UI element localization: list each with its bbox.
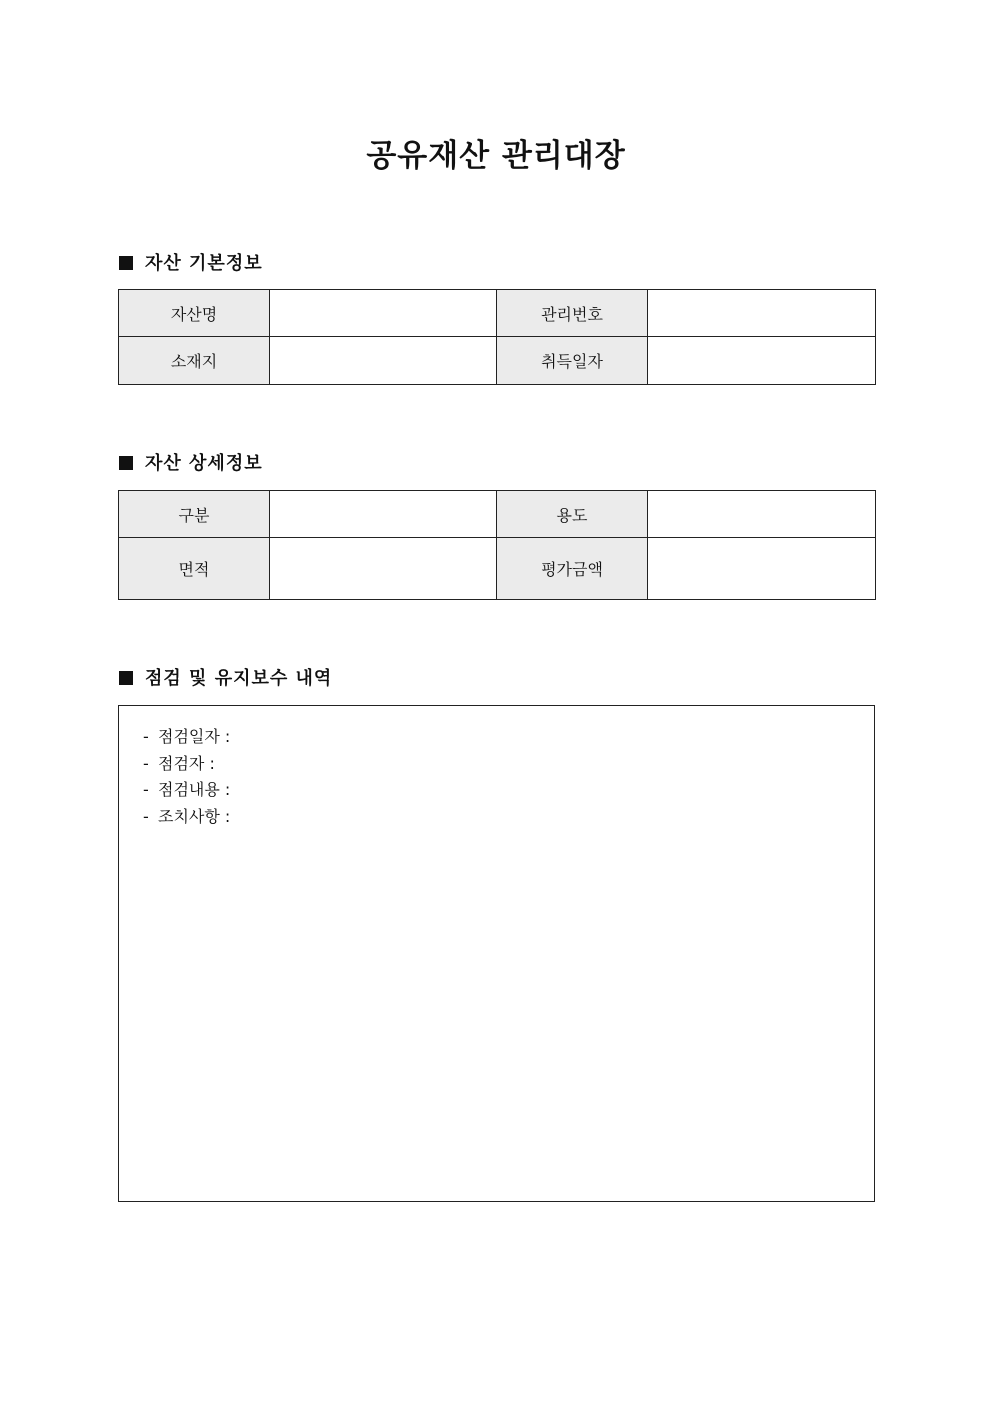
table-row <box>119 538 876 600</box>
section-heading-label: 자산 기본정보 <box>145 253 263 274</box>
management-number-label: 관리번호 <box>497 290 648 337</box>
list-dash: - <box>143 780 149 799</box>
inspection-content-label: 점검내용 : <box>158 780 231 799</box>
area-label: 면적 <box>119 538 270 600</box>
list-item <box>143 751 230 778</box>
management-number-value[interactable] <box>648 290 876 337</box>
square-bullet-icon <box>119 671 133 685</box>
usage-label: 용도 <box>497 491 648 538</box>
basic-info-table <box>118 289 876 385</box>
section-heading-inspection <box>119 666 332 692</box>
list-dash: - <box>143 806 149 826</box>
category-label: 구분 <box>119 491 270 538</box>
acquisition-date-label: 취득일자 <box>497 337 648 385</box>
area-value[interactable] <box>270 538 497 600</box>
table-row <box>119 491 876 538</box>
inspection-notes-box[interactable] <box>118 705 875 1202</box>
list-item <box>143 777 230 804</box>
square-bullet-icon <box>119 456 133 470</box>
asset-name-value[interactable] <box>270 290 497 337</box>
usage-value[interactable] <box>648 491 876 538</box>
appraised-value-label: 평가금액 <box>497 538 648 600</box>
acquisition-date-value[interactable] <box>648 337 876 385</box>
appraised-value-value[interactable] <box>648 538 876 600</box>
inspection-list <box>143 724 230 830</box>
section-heading-label: 점검 및 유지보수 내역 <box>145 668 333 689</box>
action-taken-label: 조치사항 : <box>158 806 231 826</box>
section-heading-label: 자산 상세정보 <box>145 453 263 474</box>
list-item <box>143 804 230 831</box>
table-row <box>119 337 876 385</box>
location-label: 소재지 <box>119 337 270 385</box>
document-title: 공유재산 관리대장 <box>366 138 626 174</box>
asset-name-label: 자산명 <box>119 290 270 337</box>
inspector-label: 점검자 : <box>158 753 215 773</box>
section-heading-detail-info <box>119 451 263 477</box>
square-bullet-icon <box>119 256 133 270</box>
location-value[interactable] <box>270 337 497 385</box>
list-item <box>143 724 230 751</box>
table-row <box>119 290 876 337</box>
section-heading-basic-info <box>119 251 263 277</box>
list-dash: - <box>143 727 149 746</box>
list-dash: - <box>143 753 149 773</box>
detail-info-table <box>118 490 876 600</box>
inspection-date-label: 점검일자 : <box>158 727 231 746</box>
category-value[interactable] <box>270 491 497 538</box>
